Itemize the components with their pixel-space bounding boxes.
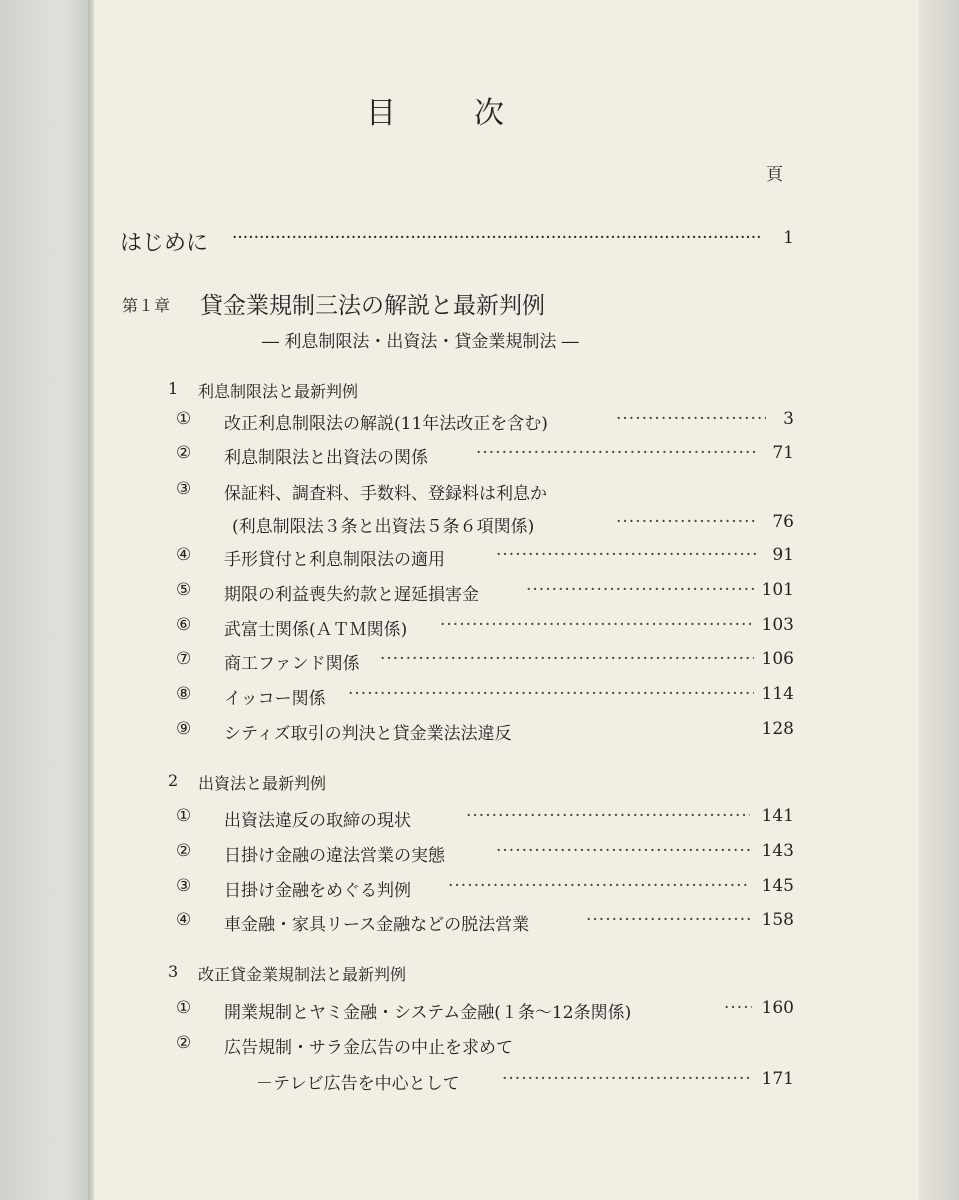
item-marker: ⑦: [176, 649, 192, 669]
toc-entry[interactable]: [176, 479, 794, 507]
toc-entry-page: 1: [783, 228, 794, 248]
item-marker: ①: [176, 409, 192, 429]
section-title: 改正貸金業規制法と最新判例: [198, 965, 407, 984]
toc-entry-page: 158: [761, 910, 794, 930]
item-marker: ⑧: [176, 684, 192, 704]
leader-dots: [616, 409, 766, 429]
toc-entry[interactable]: [176, 806, 794, 834]
item-marker: ②: [176, 1033, 192, 1053]
leader-dots: [586, 910, 750, 930]
toc-entry-label: 武富士関係(ＡＴＭ関係): [224, 620, 408, 640]
section-number: 1: [168, 379, 179, 398]
leader-dots: [496, 545, 758, 565]
toc-entry-page: 128: [761, 719, 794, 739]
toc-entry-page: 114: [761, 684, 794, 704]
toc-entry-label: はじめに: [120, 231, 209, 256]
toc-entry[interactable]: [176, 910, 794, 938]
toc-entry[interactable]: [176, 580, 794, 608]
chapter-subtitle: ― 利息制限法・出資法・貸金業規制法 ―: [262, 332, 579, 352]
leader-dots: [348, 684, 754, 704]
page-column-header: 頁: [766, 165, 783, 185]
toc-entry-page: 171: [761, 1069, 794, 1089]
section-number: 3: [168, 962, 179, 981]
toc-entry-label: 開業規制とヤミ金融・システム金融(１条～12条関係): [224, 1003, 632, 1023]
toc-entry[interactable]: [176, 409, 794, 437]
toc-entry-page: 91: [772, 545, 794, 565]
toc-entry-page: 160: [761, 998, 794, 1018]
toc-entry-label: 出資法違反の取締の現状: [224, 811, 411, 831]
toc-entry[interactable]: [176, 719, 794, 747]
chapter-number: 第１章: [122, 296, 171, 315]
item-marker: ⑤: [176, 580, 192, 600]
toc-entry-label: 期限の利益喪失約款と遅延損害金: [224, 585, 479, 605]
leader-dots: [466, 806, 750, 826]
leader-dots: [526, 580, 754, 600]
toc-entry-label: 利息制限法と出資法の関係: [224, 448, 428, 468]
chapter-title[interactable]: 貸金業規制三法の解説と最新判例: [200, 293, 545, 319]
toc-entry[interactable]: [176, 684, 794, 712]
leader-dots: [440, 615, 754, 635]
toc-entry-page: 76: [772, 512, 794, 532]
page-edge: [919, 0, 959, 1200]
leader-dots: [616, 512, 756, 532]
facing-page: [0, 0, 90, 1200]
leader-dots: [496, 841, 750, 861]
leader-dots: [476, 443, 756, 463]
item-marker: ②: [176, 443, 192, 463]
toc-entry-continuation[interactable]: [176, 1069, 794, 1097]
item-marker: ①: [176, 998, 192, 1018]
toc-entry[interactable]: [176, 649, 794, 677]
toc-entry-label: シティズ取引の判決と貸金業法法違反: [224, 724, 512, 744]
toc-entry[interactable]: [176, 615, 794, 643]
toc-entry-page: 106: [761, 649, 794, 669]
toc-entry-label: 広告規制・サラ金広告の中止を求めて: [224, 1038, 513, 1058]
toc-entry-label: 手形貸付と利息制限法の適用: [224, 550, 445, 570]
toc-entry-page: 3: [783, 409, 794, 429]
leader-dots: [232, 228, 762, 248]
item-marker: ③: [176, 876, 192, 896]
toc-entry-page: 71: [772, 443, 794, 463]
toc-entry[interactable]: [176, 1033, 794, 1061]
toc-entry-label: 改正利息制限法の解説(11年法改正を含む): [224, 414, 548, 434]
toc-entry-label: 日掛け金融の違法営業の実態: [224, 846, 445, 866]
item-marker: ⑥: [176, 615, 192, 635]
leader-dots: [724, 998, 752, 1018]
toc-entry-label: 保証料、調査料、手数料、登録料は利息か: [224, 484, 547, 504]
toc-entry-page: 103: [761, 615, 794, 635]
toc-entry-label: 日掛け金融をめぐる判例: [224, 881, 411, 901]
toc-entry[interactable]: [176, 876, 794, 904]
page-title: 目 次: [366, 96, 528, 131]
item-marker: ③: [176, 479, 192, 499]
item-marker: ⑨: [176, 719, 192, 739]
item-marker: ④: [176, 910, 192, 930]
toc-entry[interactable]: [176, 545, 794, 573]
section-title: 出資法と最新判例: [198, 774, 327, 793]
leader-dots: [502, 1069, 752, 1089]
item-marker: ①: [176, 806, 192, 826]
toc-entry-continuation-label: (利息制限法３条と出資法５条６項関係): [232, 517, 535, 537]
toc-entry-label: 車金融・家具リース金融などの脱法営業: [224, 915, 530, 935]
toc-entry-page: 143: [761, 841, 794, 861]
section-title: 利息制限法と最新判例: [198, 382, 359, 401]
toc-entry-label: 商工ファンド関係: [224, 654, 360, 674]
toc-entry-intro[interactable]: [120, 214, 794, 256]
toc-entry-page: 145: [761, 876, 794, 896]
leader-dots: [380, 649, 754, 669]
item-marker: ④: [176, 545, 192, 565]
toc-entry-page: 141: [761, 806, 794, 826]
toc-entry-page: 101: [761, 580, 794, 600]
toc-entry-label: イッコー関係: [224, 689, 326, 709]
toc-entry[interactable]: [176, 998, 794, 1026]
leader-dots: [448, 876, 750, 896]
toc-entry-continuation-label: －テレビ広告を中心として: [256, 1074, 460, 1094]
toc-entry-continuation[interactable]: [176, 512, 794, 540]
section-number: 2: [168, 771, 179, 790]
item-marker: ②: [176, 841, 192, 861]
toc-entry[interactable]: [176, 841, 794, 869]
toc-entry[interactable]: [176, 443, 794, 471]
